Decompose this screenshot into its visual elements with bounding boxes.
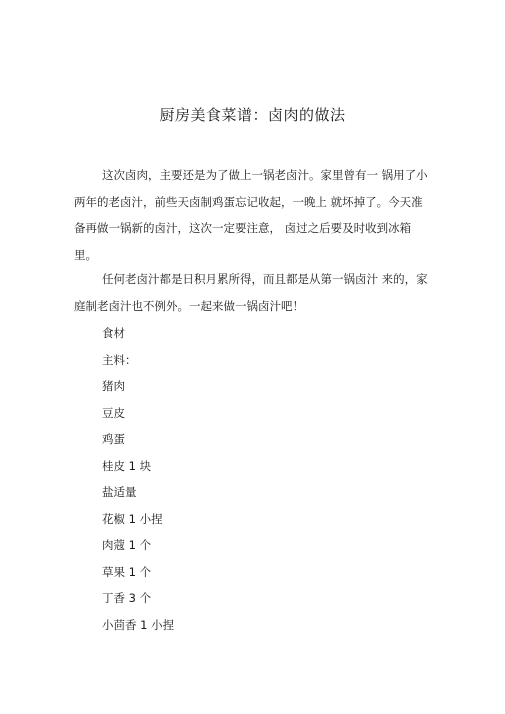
list-item: 花椒 1 小捏 [102, 511, 163, 526]
paragraph-text: 任何老卤汁都是日积月累所得，而且都是从第一锅卤汁 来的，家庭制老卤汁也不例外。一起来做一锅卤汁吧！ [74, 272, 428, 313]
paragraph-broth-note [74, 266, 434, 319]
list-item: 桂皮 1 块 [102, 458, 152, 473]
list-item: 豆皮 [102, 405, 125, 420]
list-item: 盐适量 [102, 485, 137, 499]
list-item: 小茴香 1 小捏 [102, 617, 175, 632]
ingredient-list [102, 320, 174, 638]
list-item: 鸡蛋 [102, 432, 125, 446]
page-title: 厨房美食菜谱：卤肉的做法 [159, 106, 346, 124]
list-item: 草果 1 个 [102, 564, 152, 579]
list-item: 猪肉 [102, 379, 125, 393]
paragraph-text: 这次卤肉，主要还是为了做上一锅老卤汁。家里曾有一 锅用了小两年的老卤汁，前些天卤制鸡蛋忘记收起，一晚上 就坏掉了。今天准备再做一锅新的卤汁，这次一定要注意， 卤过之后要及时收到冰箱里。 [74, 168, 428, 262]
list-item: 食材 [102, 326, 125, 340]
list-item: 丁香 3 个 [102, 591, 152, 605]
list-item: 肉蔻 1 个 [102, 538, 152, 552]
paragraph-intro [74, 162, 434, 268]
list-item: 主料： [102, 352, 137, 367]
